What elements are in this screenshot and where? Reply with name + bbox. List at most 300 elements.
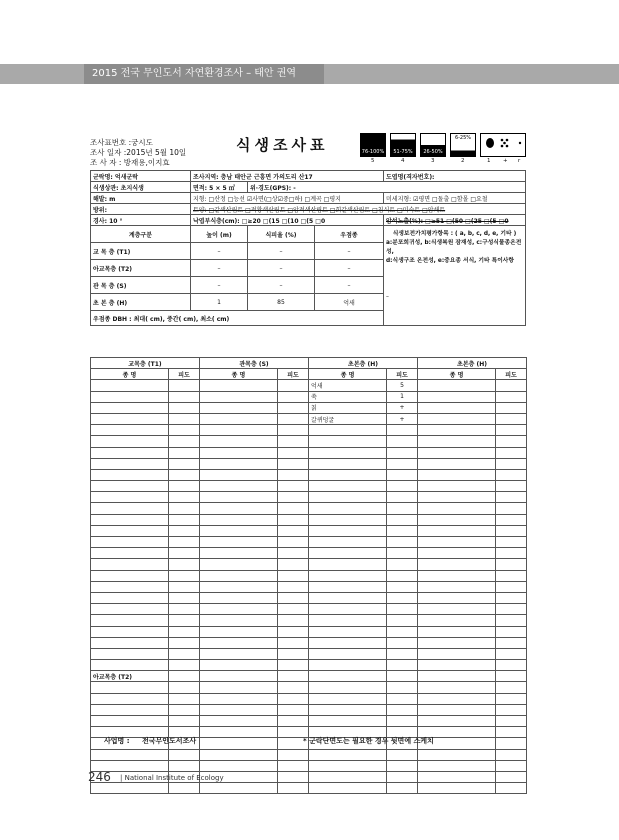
species-name-cell: [418, 771, 496, 782]
species-name-cell: [91, 447, 169, 458]
species-name-cell: [91, 592, 169, 603]
species-cover-cell: [496, 380, 527, 391]
col-species: 종 명: [200, 369, 278, 380]
species-name-cell: [200, 469, 278, 480]
species-cover-cell: [169, 391, 200, 402]
species-cover-cell: [496, 458, 527, 469]
species-name-cell: [418, 671, 496, 682]
species-cover-cell: [496, 525, 527, 536]
species-name-cell: [200, 391, 278, 402]
species-name-cell: [200, 671, 278, 682]
species-name-cell: [418, 525, 496, 536]
species-name-cell: [418, 402, 496, 413]
species-cover-cell: [169, 458, 200, 469]
species-name-cell: [309, 492, 387, 503]
col-cover: 피도: [278, 369, 309, 380]
species-cover-cell: [387, 548, 418, 559]
species-cover-cell: [496, 671, 527, 682]
species-name-cell: [200, 402, 278, 413]
species-name-cell: [91, 380, 169, 391]
species-name-cell: [91, 391, 169, 402]
species-name-cell: [200, 503, 278, 514]
business-label: 사업명 :: [104, 737, 130, 745]
layer-header: 계층구분: [91, 226, 191, 243]
species-cover-cell: [278, 469, 309, 480]
species-cover-cell: [496, 503, 527, 514]
layer-name: 관 목 층 (S): [91, 277, 191, 294]
species-name-cell: [418, 514, 496, 525]
col-species: 종 명: [91, 369, 169, 380]
species-name-cell: [418, 760, 496, 771]
species-name-cell: [309, 581, 387, 592]
species-cover-cell: [496, 682, 527, 693]
cover-num-plus: +: [503, 158, 508, 164]
species-name-cell: [91, 413, 169, 424]
species-name-cell: [91, 458, 169, 469]
species-cover-cell: [496, 548, 527, 559]
species-row: [91, 682, 527, 693]
cover-box-3: 26-50%: [420, 133, 446, 157]
species-cover-cell: [496, 749, 527, 760]
species-cover-cell: [387, 492, 418, 503]
species-name-cell: [200, 716, 278, 727]
species-name-cell: [200, 447, 278, 458]
species-name-cell: [309, 559, 387, 570]
species-cover-cell: [169, 693, 200, 704]
species-cover-cell: [496, 514, 527, 525]
species-row: [91, 436, 527, 447]
species-cover-cell: [278, 380, 309, 391]
layer-cover: 85: [248, 294, 315, 311]
conservation-criteria: [384, 226, 526, 326]
species-row: [91, 760, 527, 771]
species-name-cell: [91, 559, 169, 570]
species-row: [91, 447, 527, 458]
species-row: [91, 660, 527, 671]
species-name-cell: [309, 537, 387, 548]
species-row: [91, 425, 527, 436]
group-shrub: 관목층 (S): [200, 358, 309, 369]
species-name-cell: [309, 660, 387, 671]
species-cover-cell: [278, 492, 309, 503]
species-name-cell: [418, 648, 496, 659]
species-name-cell: [418, 716, 496, 727]
species-name-cell: [418, 570, 496, 581]
cover-box-5: 76-100%: [360, 133, 386, 157]
species-name-cell: [91, 481, 169, 492]
species-name-cell: [418, 660, 496, 671]
species-name-cell: [309, 783, 387, 794]
species-cover-cell: [278, 481, 309, 492]
layer-name: 초 본 층 (H): [91, 294, 191, 311]
species-row: [91, 537, 527, 548]
dbh-row: 우점종 DBH : 최대( cm), 중간( cm), 최소( cm): [91, 311, 384, 326]
species-name-cell: [91, 783, 169, 794]
species-name-cell: [200, 660, 278, 671]
species-name-cell: [91, 503, 169, 514]
species-name-cell: [91, 626, 169, 637]
species-cover-cell: [169, 425, 200, 436]
species-cover-cell: [387, 749, 418, 760]
species-name-cell: [200, 525, 278, 536]
layer-dominant: 억새: [315, 294, 384, 311]
species-cover-cell: [169, 559, 200, 570]
species-name-cell: [418, 749, 496, 760]
species-cover-cell: [387, 559, 418, 570]
species-row: [91, 648, 527, 659]
species-cover-cell: [278, 760, 309, 771]
species-name-cell: [200, 648, 278, 659]
species-cover-cell: [496, 425, 527, 436]
cover-box-small: [480, 133, 526, 157]
cover-box-4: 51-75%: [390, 133, 416, 157]
species-name-cell: [200, 760, 278, 771]
species-name-cell: 칡: [309, 402, 387, 413]
group-tree: 교목층 (T1): [91, 358, 200, 369]
species-cover-cell: [496, 626, 527, 637]
layer-cover: –: [248, 243, 315, 260]
species-name-cell: [418, 783, 496, 794]
species-cover-cell: [169, 503, 200, 514]
species-cover-cell: +: [387, 413, 418, 424]
species-cover-cell: [278, 525, 309, 536]
species-name-cell: [418, 391, 496, 402]
species-cover-cell: [278, 537, 309, 548]
species-name-cell: [91, 682, 169, 693]
species-cover-cell: [387, 592, 418, 603]
species-name-cell: [91, 537, 169, 548]
species-cover-cell: [169, 592, 200, 603]
species-cover-cell: [496, 738, 527, 749]
group-herb: 초본층 (H): [309, 358, 418, 369]
species-cover-cell: [387, 469, 418, 480]
species-cover-cell: [496, 716, 527, 727]
species-cover-cell: [496, 447, 527, 458]
col-cover: 피도: [387, 369, 418, 380]
criteria-line-1: a:분포희귀성, b:식생복원 잠재성, c:구성식물종온전성,: [386, 240, 522, 255]
species-name-cell: [418, 380, 496, 391]
species-cover-cell: [387, 604, 418, 615]
species-name-cell: [91, 402, 169, 413]
species-row: [91, 514, 527, 525]
species-name-cell: [200, 514, 278, 525]
col-cover: 피도: [169, 369, 200, 380]
species-name-cell: [91, 637, 169, 648]
species-name-cell: [91, 492, 169, 503]
species-name-cell: [200, 738, 278, 749]
species-cover-cell: [496, 481, 527, 492]
species-cover-cell: [169, 581, 200, 592]
species-name-cell: [200, 783, 278, 794]
t2-label: 아교목층 (T2): [91, 671, 169, 682]
col-species: 종 명: [309, 369, 387, 380]
species-cover-cell: [278, 458, 309, 469]
species-cover-cell: [169, 525, 200, 536]
species-cover-cell: [169, 704, 200, 715]
species-cover-cell: 1: [387, 391, 418, 402]
species-name-cell: [200, 548, 278, 559]
species-cover-cell: [496, 637, 527, 648]
species-name-cell: [309, 626, 387, 637]
species-cover-cell: [496, 660, 527, 671]
species-cover-cell: [278, 604, 309, 615]
species-cover-cell: [387, 682, 418, 693]
species-name-cell: [309, 514, 387, 525]
species-name-cell: [418, 436, 496, 447]
species-cover-cell: [278, 783, 309, 794]
species-name-cell: [309, 592, 387, 603]
species-name-cell: [91, 570, 169, 581]
species-name-cell: [309, 548, 387, 559]
species-name-cell: [309, 425, 387, 436]
species-cover-cell: [387, 648, 418, 659]
species-cover-cell: [278, 570, 309, 581]
species-name-cell: [418, 604, 496, 615]
species-cover-cell: [169, 749, 200, 760]
species-name-cell: [200, 727, 278, 738]
species-cover-cell: [278, 559, 309, 570]
species-cover-cell: [169, 436, 200, 447]
species-cover-cell: [169, 682, 200, 693]
surveyor: 조 사 자 : 방재용,이지효: [90, 158, 170, 167]
species-name-cell: [200, 380, 278, 391]
species-cover-cell: [496, 436, 527, 447]
species-row: [91, 749, 527, 760]
species-name-cell: [200, 413, 278, 424]
species-cover-cell: [169, 716, 200, 727]
layer-height: –: [191, 243, 248, 260]
cover-num-2: 2: [461, 158, 465, 164]
species-cover-cell: [169, 447, 200, 458]
rock-exposure: 암석노출(%): □≥51 □(50 □(25 □(5 □0: [384, 215, 526, 226]
topography: 지형: □산정 □능선 ☑사면(□상☑중□하) □계곡 □평지: [191, 193, 384, 204]
species-row: [91, 637, 527, 648]
species-row: [91, 548, 527, 559]
slope: 경사: 10 °: [91, 215, 191, 226]
layer-cover: –: [248, 260, 315, 277]
species-name-cell: 쑥: [309, 391, 387, 402]
species-name-cell: [309, 481, 387, 492]
species-row: [91, 492, 527, 503]
species-name-cell: [418, 447, 496, 458]
species-cover-cell: 5: [387, 380, 418, 391]
species-name-cell: [309, 693, 387, 704]
species-cover-cell: [278, 749, 309, 760]
species-row: [91, 626, 527, 637]
gps: 위·경도(GPS): -: [248, 182, 526, 193]
cover-header: 식피율 (%): [248, 226, 315, 243]
species-name-cell: [91, 693, 169, 704]
species-cover-cell: [278, 413, 309, 424]
criteria-title: 식생보전가치평가항목 : ( a, b, c, d, e, 기타 ): [392, 231, 517, 237]
criteria-value: –: [386, 294, 389, 300]
species-name-cell: [91, 525, 169, 536]
species-name-cell: [91, 704, 169, 715]
soil: 토양: □갈색산림토 □적황색산림토 □암적색산림토 □회갈색산림토 □침식토 □미숙토 □암쇄토: [191, 204, 526, 215]
species-cover-cell: [387, 537, 418, 548]
species-name-cell: [91, 581, 169, 592]
species-cover-cell: [387, 783, 418, 794]
survey-number: 조사표번호 :궁시도: [90, 138, 153, 147]
species-cover-cell: [278, 503, 309, 514]
species-cover-cell: [387, 660, 418, 671]
species-cover-cell: [496, 704, 527, 715]
species-cover-cell: [169, 537, 200, 548]
criteria-line-2: d:식생구조 온전성, e:중요종 서식, 기타 특이사항: [386, 258, 515, 264]
layer-height: –: [191, 277, 248, 294]
cover-symbols-icon: [482, 136, 526, 150]
layer-dominant: –: [315, 277, 384, 294]
species-cover-cell: [278, 771, 309, 782]
layer-height: –: [191, 260, 248, 277]
species-name-cell: [200, 592, 278, 603]
species-name-cell: [309, 760, 387, 771]
species-name-cell: [200, 581, 278, 592]
page-org: | National Institute of Ecology: [120, 774, 224, 782]
species-cover-cell: [387, 626, 418, 637]
species-name-cell: [309, 615, 387, 626]
species-cover-cell: [496, 648, 527, 659]
species-name-cell: [91, 548, 169, 559]
species-name-cell: [309, 637, 387, 648]
species-cover-cell: [169, 783, 200, 794]
species-cover-cell: [278, 716, 309, 727]
species-cover-cell: [278, 514, 309, 525]
species-cover-cell: [387, 514, 418, 525]
species-cover-cell: [496, 402, 527, 413]
species-cover-cell: [278, 592, 309, 603]
species-row: [91, 413, 527, 424]
form-title: 식생조사표: [236, 136, 329, 154]
layer-height: 1: [191, 294, 248, 311]
dominant-header: 우점종: [315, 226, 384, 243]
species-row: [91, 402, 527, 413]
species-cover-cell: +: [387, 402, 418, 413]
species-name-cell: [309, 716, 387, 727]
species-name-cell: [309, 447, 387, 458]
species-name-cell: [200, 615, 278, 626]
species-cover-cell: [387, 716, 418, 727]
species-name-cell: [418, 413, 496, 424]
cover-num-3: 3: [431, 158, 435, 164]
species-cover-cell: [496, 783, 527, 794]
species-name-cell: [91, 615, 169, 626]
species-name-cell: [200, 682, 278, 693]
species-cover-cell: [496, 604, 527, 615]
species-name-cell: [418, 548, 496, 559]
species-cover-cell: [278, 581, 309, 592]
species-cover-cell: [387, 525, 418, 536]
species-cover-cell: [387, 671, 418, 682]
species-name-cell: [200, 604, 278, 615]
species-row: [91, 559, 527, 570]
species-cover-cell: [387, 570, 418, 581]
species-cover-cell: [278, 402, 309, 413]
species-row: [91, 581, 527, 592]
species-cover-cell: [278, 436, 309, 447]
species-cover-cell: [387, 425, 418, 436]
species-cover-cell: [387, 436, 418, 447]
species-name-cell: [418, 481, 496, 492]
layer-name: 교 목 층 (T1): [91, 243, 191, 260]
species-row: [91, 380, 527, 391]
species-name-cell: [309, 604, 387, 615]
species-cover-cell: [496, 469, 527, 480]
species-row: [91, 525, 527, 536]
species-cover-cell: [278, 548, 309, 559]
species-name-cell: [418, 458, 496, 469]
species-cover-cell: [169, 660, 200, 671]
species-row: [91, 391, 527, 402]
species-name-cell: [309, 771, 387, 782]
species-name-cell: [309, 749, 387, 760]
species-row: [91, 469, 527, 480]
species-cover-cell: [278, 615, 309, 626]
altitude: 해발: m: [91, 193, 191, 204]
species-name-cell: [200, 693, 278, 704]
species-cover-cell: [278, 626, 309, 637]
layer-dominant: –: [315, 260, 384, 277]
species-name-cell: 갈퀴덩굴: [309, 413, 387, 424]
species-name-cell: [418, 425, 496, 436]
group-herb-2: 초본층 (H): [418, 358, 527, 369]
species-cover-cell: [387, 581, 418, 592]
species-cover-cell: [496, 413, 527, 424]
species-row: [91, 481, 527, 492]
species-name-cell: [418, 592, 496, 603]
species-cover-cell: [169, 402, 200, 413]
species-name-cell: [418, 682, 496, 693]
species-name-cell: [91, 469, 169, 480]
species-cover-cell: [278, 660, 309, 671]
species-name-cell: [200, 559, 278, 570]
species-cover-cell: [169, 648, 200, 659]
species-cover-cell: [496, 727, 527, 738]
species-cover-cell: [169, 637, 200, 648]
species-name-cell: [309, 570, 387, 581]
species-name-cell: [200, 570, 278, 581]
species-name-cell: [309, 682, 387, 693]
species-cover-cell: [278, 637, 309, 648]
cover-num-4: 4: [401, 158, 405, 164]
cover-num-1: 1: [487, 158, 491, 164]
banner-title: 2015 전국 무인도서 자연환경조사 – 태안 권역: [84, 64, 324, 84]
species-name-cell: [418, 492, 496, 503]
species-row: [91, 592, 527, 603]
species-cover-cell: [496, 581, 527, 592]
litter-layer: 낙엽부식층(cm): □≥20 □(15 □(10 □(5 □0: [191, 215, 384, 226]
survey-area: 조사지역: 충남 태안군 근흥면 가의도리 산17: [191, 171, 384, 182]
species-cover-cell: [169, 380, 200, 391]
species-name-cell: [200, 436, 278, 447]
species-name-cell: [309, 436, 387, 447]
species-cover-cell: [387, 637, 418, 648]
species-cover-cell: [169, 760, 200, 771]
species-row: [91, 693, 527, 704]
species-cover-cell: [169, 413, 200, 424]
species-name-cell: [91, 425, 169, 436]
species-name-cell: [309, 458, 387, 469]
sketch-note: * 군락단면도는 필요한 경우 뒷면에 스케치: [303, 737, 434, 745]
layer-dominant: –: [315, 243, 384, 260]
species-cover-cell: [278, 447, 309, 458]
species-cover-cell: [387, 481, 418, 492]
species-name-cell: [200, 458, 278, 469]
map-sheet: 도엽명(격자번호):: [384, 171, 526, 182]
species-name-cell: 억새: [309, 380, 387, 391]
species-row: [91, 783, 527, 794]
business-value: 전국무인도서조사: [142, 737, 197, 745]
